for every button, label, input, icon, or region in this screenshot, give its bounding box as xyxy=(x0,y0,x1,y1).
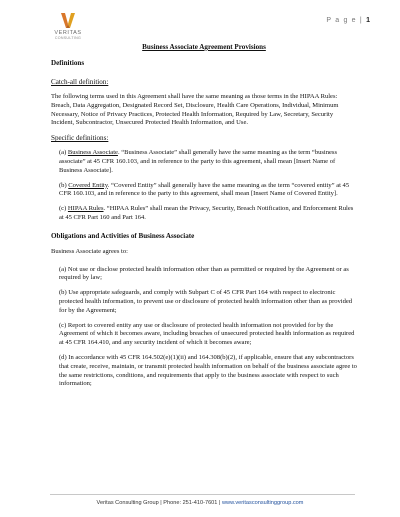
definition-text: . “HIPAA Rules” shall mean the Privacy, Security, Breach Notification, and Enforcement Rules at 45 CFR Part 160 and Part 164. xyxy=(59,205,354,221)
agrees-intro: Business Associate agrees to: xyxy=(51,247,128,255)
logo-subtitle: CONSULTING xyxy=(54,36,82,40)
catch-all-paragraph: The following terms used in this Agreement shall have the same meaning as those terms in the HIPAA Rules: Breach, Data Aggregation, Designated Record Set, Disclosure, Health Care Operations, Individual, Minimum Necessary, Notice of Privacy Practices, Protected Health Information, Required by Law, Secretary, Security Incident, Subcontractor, Unsecured Protected Health Information, and Use. xyxy=(51,93,339,127)
definition-covered-entity xyxy=(51,182,357,200)
obligations-heading: Obligations and Activities of Business Associate xyxy=(51,231,195,240)
definition-term: Business Associate xyxy=(67,149,118,157)
specific-definitions-heading: Specific definitions: xyxy=(51,134,109,143)
definitions-heading: Definitions xyxy=(51,59,85,67)
obligation-a: (a) Not use or disclose protected health information other than as permitted or required by the Agreement or as required by law; xyxy=(59,265,349,282)
document-body xyxy=(51,43,357,395)
logo-name: VERITAS xyxy=(54,30,82,36)
logo-mark-icon xyxy=(57,12,79,29)
document-title: Business Associate Agreement Provisions xyxy=(142,43,266,51)
company-logo xyxy=(53,12,83,40)
definition-prefix: (c) xyxy=(59,205,67,213)
page-number xyxy=(326,17,370,24)
definition-text: . “Business Associate” shall generally have the same meaning as the term “business associate” at 45 CFR 160.103, and in reference to the party to this agreement, shall mean [Insert Name of Business Associate]. xyxy=(59,149,338,174)
definition-hipaa-rules xyxy=(51,205,357,223)
obligation-d: (d) In accordance with 45 CFR 164.502(e)(1)(ii) and 164.308(b)(2), if applicable, ensure that any subcontractors that create, receive, maintain, or transmit protected health information on behalf of the business associate agree to the same restrictions, conditions, and requirements that apply to the business associate with respect to such information; xyxy=(59,353,357,388)
page-label: P a g e | xyxy=(326,17,363,24)
page-footer xyxy=(0,500,400,506)
definition-business-associate xyxy=(51,149,357,175)
footer-phone: | Phone: 251-410-7601 | xyxy=(160,500,221,506)
definition-prefix: (b) xyxy=(59,181,67,189)
definition-text: . “Covered Entity” shall generally have the same meaning as the term “covered entity” at 45 CFR 160.103, and in reference to the party to this agreement, shall mean [Insert Name of Covered Entity]. xyxy=(59,181,350,198)
definition-term: HIPAA Rules xyxy=(67,205,104,213)
footer-website-link[interactable]: www.veritasconsultinggroup.com xyxy=(221,500,304,506)
catch-all-heading: Catch-all definition: xyxy=(51,78,109,86)
obligation-b: (b) Use appropriate safeguards, and comply with Subpart C of 45 CFR Part 164 with respect to electronic protected health information, to prevent use or disclosure of protected health information other than as provided for by the Agreement; xyxy=(59,289,353,314)
definition-term: Covered Entity xyxy=(68,181,108,189)
page-number-value: 1 xyxy=(366,17,370,24)
footer-company: Veritas Consulting Group xyxy=(96,500,159,506)
footer-divider xyxy=(50,494,355,495)
definition-prefix: (a) xyxy=(59,149,67,157)
obligation-c: (c) Report to covered entity any use or disclosure of protected health information not provided for by the Agreement of which it becomes aware, including breaches of unsecured protected health information as required at 45 CFR 164.410, and any security incident of which it becomes aware; xyxy=(59,321,355,347)
